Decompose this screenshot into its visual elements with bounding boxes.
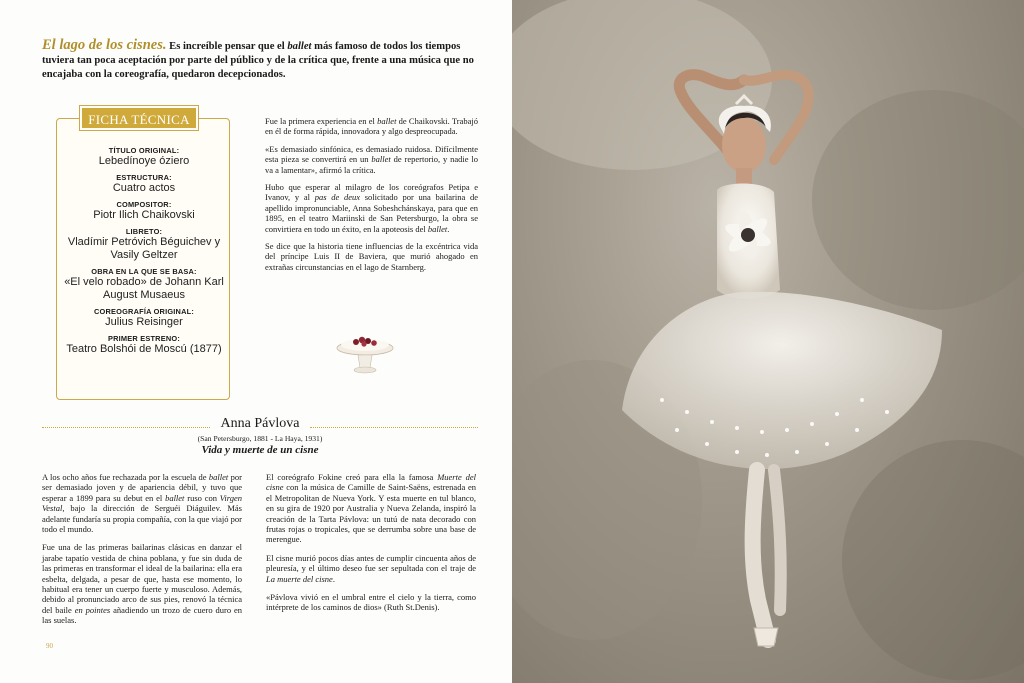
ficha-label: PRIMER ESTRENO: bbox=[108, 334, 180, 343]
page-number: 90 bbox=[46, 642, 53, 650]
section-divider bbox=[310, 427, 478, 428]
ficha-title: FICHA TÉCNICA bbox=[80, 106, 198, 130]
biography-column-right bbox=[266, 472, 476, 621]
ficha-value: «El velo robado» de Johann Karl August Musaeus bbox=[64, 276, 224, 301]
intro-text-after: más famoso de todos los tiempos tuviera tan poca aceptación por parte del público y de la crítica que, frente a una música que no encajaba con la coreografía, quedaron decepcionados. bbox=[42, 41, 474, 80]
ficha-value: Vladímir Petróvich Béguichev y Vasily Geltzer bbox=[67, 236, 221, 261]
ficha-label: COMPOSITOR: bbox=[116, 200, 172, 209]
intro-paragraph bbox=[42, 38, 474, 82]
ficha-value: Teatro Bolshói de Moscú (1877) bbox=[66, 343, 222, 355]
pavlova-dates: (San Petersburgo, 1881 - La Haya, 1931) bbox=[197, 434, 323, 443]
ficha-tecnica-box bbox=[56, 112, 230, 400]
ficha-value: Piotr Ilich Chaikovski bbox=[93, 209, 195, 221]
ficha-label: TÍTULO ORIGINAL: bbox=[108, 146, 180, 155]
bio-paragraph: A los ocho años fue rechazada por la escuela de ballet por ser demasiado joven y de apariencia débil, y tuvo que esperar a 1899 para su debut en el ballet ruso con Virgen Vestal, bajo la dirección de Serguéi Diáguilev. Más adelante fundaría su propia compañía, con la que viajó por todo el mundo. bbox=[42, 472, 242, 535]
ficha-value: Cuatro actos bbox=[112, 182, 176, 194]
bio-paragraph: «Pávlova vivió en el umbral entre el cielo y la tierra, como intérprete de los caminos de dios» (Ruth St.Denis). bbox=[266, 592, 476, 613]
section-divider bbox=[42, 427, 210, 428]
bio-paragraph: Fue una de las primeras bailarinas clásicas en danzar el jarabe tapatío vestida de china poblana, y fue sin duda de las primeras en transformar el ideal de la bailarina: ella era esbelta, delgada, a pesar de que, hasta ese momento, lo habitual era tener un cuerpo fuerte y musculoso. Además, debido al pronunciado arco de sus pies, renovó la técnica del baile en pointes añadiendo un trozo de cuero duro en las suelas. bbox=[42, 542, 243, 626]
ballerina-illustration bbox=[512, 0, 1024, 683]
history-paragraph: Hubo que esperar al milagro de los coreógrafos Petipa e Ivanov, y al pas de deux solicitado por una bailarina de apellido impronunciable, Anna Sobeshchánskaya, para que en 1895, en el teatro Mariinski de San Petersburgo, la obra se convirtiera en todo un éxito, en la apoteosis del ballet. bbox=[265, 182, 478, 234]
pavlova-name: Anna Pávlova bbox=[220, 416, 300, 431]
history-paragraph: Fue la primera experiencia en el ballet de Chaikovski. Trabajó en él de forma rápida, innovadora y algo despreocupada. bbox=[265, 116, 478, 137]
ficha-label: ESTRUCTURA: bbox=[116, 173, 172, 182]
intro-lead: El lago de los cisnes. bbox=[42, 37, 167, 53]
ballerina-illustration-page bbox=[512, 0, 1024, 683]
intro-text: Es increíble pensar que el bbox=[169, 41, 288, 52]
history-column bbox=[265, 116, 478, 279]
pavlova-cake-illustration bbox=[334, 330, 396, 380]
ficha-label: LIBRETO: bbox=[125, 227, 163, 236]
history-paragraph: Se dice que la historia tiene influencias de la excéntrica vida del príncipe Luis II de Baviera, que murió ahogado en extrañas circunstancias en el lago de Starnberg. bbox=[265, 241, 478, 272]
history-paragraph: «Es demasiado sinfónica, es demasiado ruidosa. Difícilmente esta pieza se convertirá en un ballet de repertorio, y nadie lo va a lamentar», afirmó la crítica. bbox=[265, 143, 478, 175]
ficha-label: COREOGRAFÍA ORIGINAL: bbox=[94, 307, 194, 316]
bio-paragraph: El cisne murió pocos días antes de cumplir cincuenta años de pleuresía, y el último deseo fue ser sepultada con el traje de La muerte del cisne. bbox=[266, 552, 476, 584]
bio-paragraph: El coreógrafo Fokine creó para ella la famosa Muerte del cisne con la música de Camille de Saint-Saëns, estrenada en el Metropolitan de Nueva York. Y esta muerte en tul blanco, en su gira de 1920 por Australia y Nueva Zelanda, inspiró la creación de la Tarta Pávlova: un tutú de nata decorado con frutas rojas o tropicales, que se derrumba sobre una base de merengue. bbox=[266, 472, 476, 545]
biography-column-left bbox=[42, 472, 242, 634]
pavlova-subtitle: Vida y muerte de un cisne bbox=[201, 444, 319, 456]
ficha-list bbox=[61, 141, 227, 356]
ficha-label: OBRA EN LA QUE SE BASA: bbox=[91, 267, 197, 276]
ficha-value: Lebedínoye ózіero bbox=[98, 155, 190, 167]
intro-em: ballet bbox=[287, 41, 312, 52]
ficha-value: Julius Reisinger bbox=[105, 316, 183, 328]
